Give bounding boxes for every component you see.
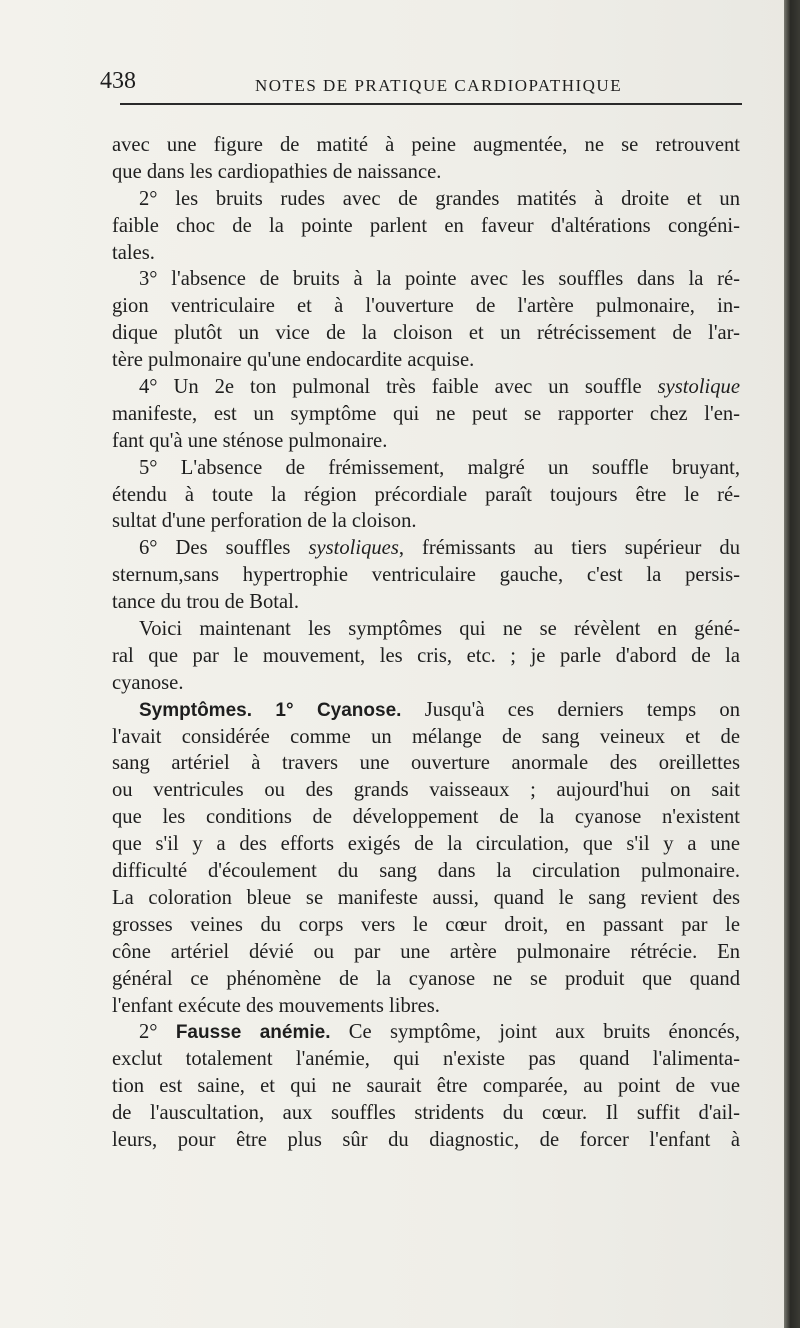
text-line — [112, 132, 740, 159]
text-run: de l'auscultation, aux souffles stridents du cœur. Il suffit d'ail- — [112, 1102, 740, 1125]
text-run: avec une figure de matité à peine augmentée, ne se retrouvent — [112, 134, 740, 156]
text-line — [112, 401, 740, 428]
text-line — [112, 777, 740, 804]
text-run: , frémissants au tiers supérieur du — [398, 537, 740, 560]
text-line — [112, 1019, 740, 1046]
text-run: 2° les bruits rudes avec de grandes matités à droite et un — [139, 187, 740, 210]
text-line — [112, 643, 740, 670]
text-run: Jusqu'à ces derniers temps on — [401, 698, 740, 721]
text-line — [112, 535, 740, 562]
text-run: 2° — [139, 1021, 176, 1044]
text-run: ou ventricules ou des grands vaisseaux ; aujourd'hui on sait — [112, 779, 740, 802]
text-run: tance du trou de Botal. — [112, 591, 300, 614]
text-line — [112, 562, 740, 589]
text-line — [112, 670, 740, 697]
text-run: sultat d'une perforation de la cloison. — [112, 510, 417, 533]
text-line — [112, 697, 740, 724]
text-line — [112, 347, 740, 374]
text-run: Voici maintenant les symptômes qui ne se révèlent en géné- — [139, 618, 740, 641]
text-run: exclut totalement l'anémie, qui n'existe pas quand l'alimenta- — [112, 1048, 740, 1071]
text-line — [112, 804, 740, 831]
header-rule — [120, 103, 742, 105]
bold-heading: Fausse anémie. — [175, 1022, 331, 1044]
text-line — [112, 858, 740, 885]
page-number: 438 — [100, 68, 136, 94]
text-run: l'enfant exécute des mouvements libres. — [112, 994, 440, 1017]
text-run: que s'il y a des efforts exigés de la circulation, que s'il y a une — [112, 833, 740, 856]
text-run: sternum,sans hypertrophie ventriculaire gauche, c'est la persis- — [112, 564, 740, 587]
text-run: manifeste, est un symptôme qui ne peut se rapporter chez l'en- — [112, 402, 740, 425]
text-run: 4° Un 2e ton pulmonal très faible avec un souffle — [139, 376, 658, 399]
text-run: ral que par le mouvement, les cris, etc. ; je parle d'abord de la — [112, 644, 740, 667]
text-line — [112, 455, 740, 482]
text-run: sang artériel à travers une ouverture anormale des oreillettes — [112, 752, 740, 775]
text-run: cyanose. — [112, 671, 184, 694]
body-text — [112, 132, 740, 1154]
italic-term: systolique — [657, 376, 740, 399]
text-line — [112, 750, 740, 777]
text-run: étendu à toute la région précordiale paraît toujours être le ré- — [112, 483, 740, 506]
text-run: La coloration bleue se manifeste aussi, quand le sang revient des — [112, 886, 740, 909]
text-line — [112, 589, 740, 616]
text-run: que les conditions de développement de la cyanose n'existent — [112, 806, 740, 829]
text-line — [112, 482, 740, 509]
text-line — [112, 724, 740, 751]
text-line — [112, 831, 740, 858]
italic-term: systoliques — [308, 537, 399, 560]
text-line — [112, 266, 740, 293]
text-run: général ce phénomène de la cyanose ne se produit que quand — [112, 967, 740, 990]
text-line — [112, 374, 740, 401]
text-line — [112, 1046, 740, 1073]
text-run: leurs, pour être plus sûr du diagnostic, de forcer l'enfant à — [112, 1128, 740, 1151]
text-run: 3° l'absence de bruits à la pointe avec les souffles dans la ré- — [139, 268, 740, 291]
text-line — [112, 939, 740, 966]
text-line — [112, 186, 740, 213]
text-line — [112, 213, 740, 240]
text-line — [112, 428, 740, 455]
text-line — [112, 1073, 740, 1100]
text-line — [112, 293, 740, 320]
book-binding-edge — [784, 0, 800, 1328]
text-line — [112, 320, 740, 347]
text-line — [112, 159, 740, 186]
text-line — [112, 1127, 740, 1154]
text-line — [112, 966, 740, 993]
text-run: faible choc de la pointe parlent en faveur d'altérations congéni- — [112, 214, 740, 237]
text-run: 5° L'absence de frémissement, malgré un souffle bruyant, — [139, 456, 740, 479]
text-run: l'avait considérée comme un mélange de sang veineux et de — [112, 725, 740, 748]
text-line — [112, 993, 740, 1020]
text-run: tales. — [112, 241, 155, 264]
text-line — [112, 508, 740, 535]
text-run: tion est saine, et qui ne saurait être comparée, au point de vue — [112, 1075, 740, 1098]
text-line — [112, 1100, 740, 1127]
text-run: 6° Des souffles — [139, 537, 309, 560]
text-line — [112, 912, 740, 939]
text-run: cône artériel dévié ou par une artère pulmonaire rétrécie. En — [112, 940, 740, 963]
text-line — [112, 616, 740, 643]
text-run: grosses veines du corps vers le cœur droit, en passant par le — [112, 913, 740, 936]
text-run: dique plutôt un vice de la cloison et un rétrécissement de l'ar- — [112, 322, 740, 345]
running-head: NOTES DE PRATIQUE CARDIOPATHIQUE — [255, 76, 623, 95]
text-run: fant qu'à une sténose pulmonaire. — [112, 429, 388, 452]
text-run: que dans les cardiopathies de naissance. — [112, 160, 442, 183]
text-run: Ce symptôme, joint aux bruits énoncés, — [330, 1021, 740, 1044]
text-run: gion ventriculaire et à l'ouverture de l'artère pulmonaire, in- — [112, 295, 740, 318]
text-line — [112, 885, 740, 912]
text-run: difficulté d'écoulement du sang dans la circulation pulmonaire. — [112, 860, 740, 883]
text-run: tère pulmonaire qu'une endocardite acquise. — [112, 349, 475, 372]
text-line — [112, 240, 740, 267]
page-header — [100, 68, 770, 108]
bold-heading: Symptômes. 1° Cyanose. — [139, 699, 402, 721]
